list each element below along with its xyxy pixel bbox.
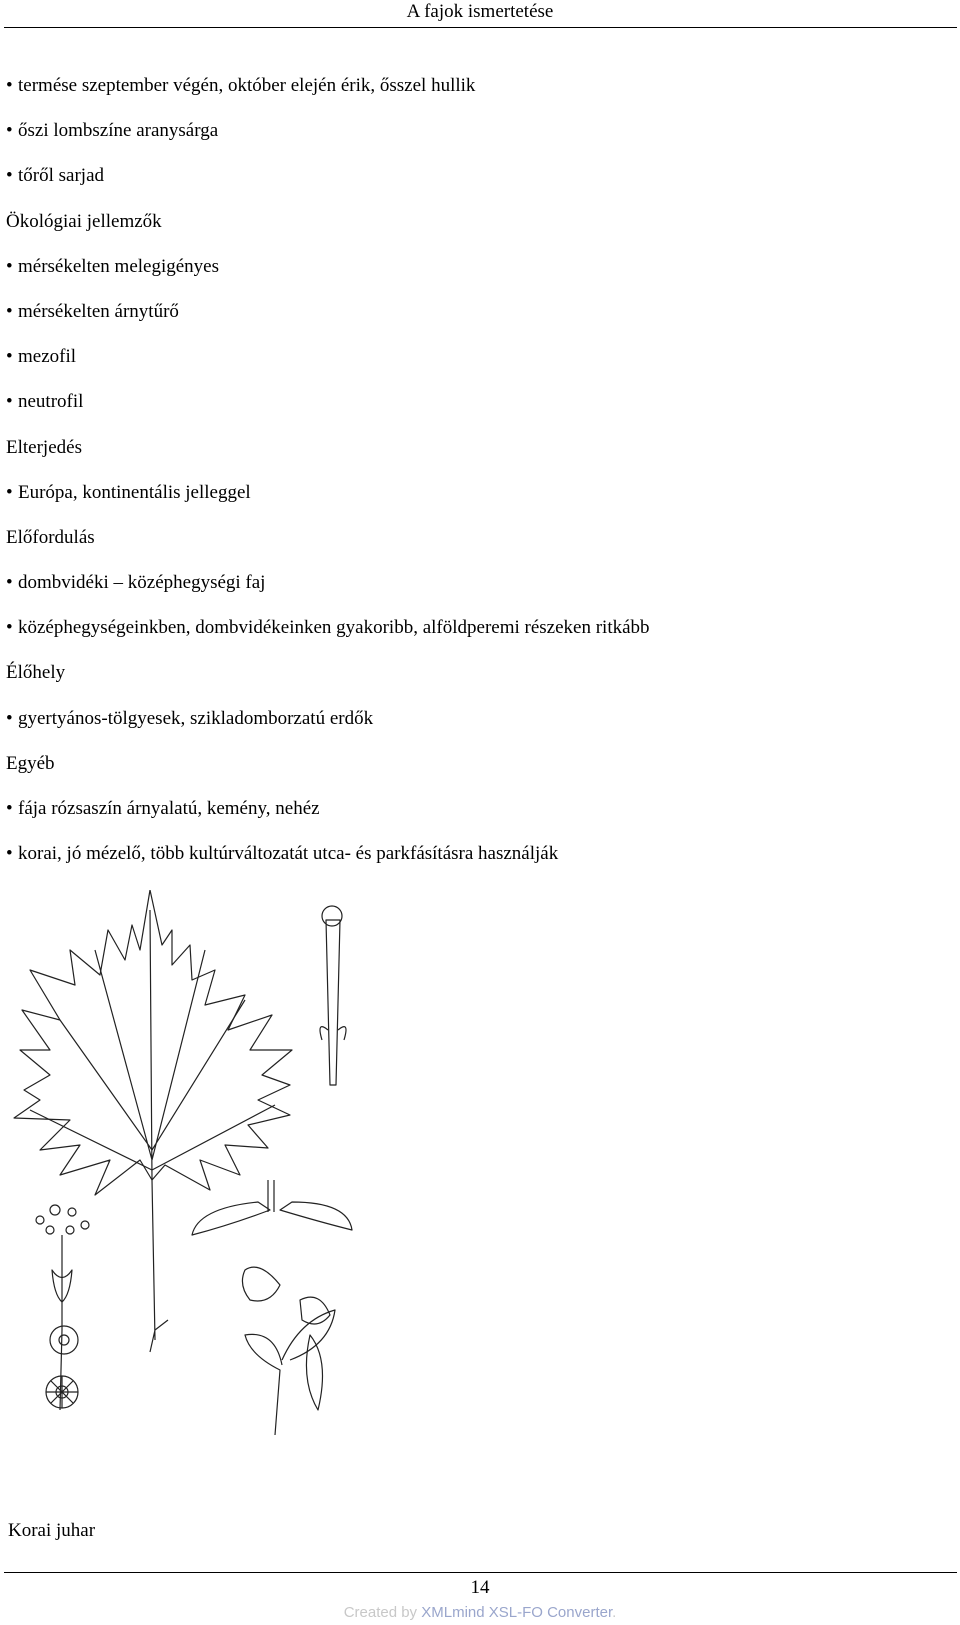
heading-text: Élőhely (6, 662, 66, 684)
bullet-marker: • (6, 572, 13, 594)
header-rule (4, 27, 957, 28)
bullet-marker: • (6, 75, 13, 96)
bullet-text: Európa, kontinentális jelleggel (18, 481, 251, 503)
heading-text: Elterjedés (6, 436, 82, 458)
converter-credit (0, 1604, 960, 1621)
page-number: 14 (470, 1577, 490, 1598)
bullet-marker: • (6, 346, 13, 368)
bullet-item (6, 571, 946, 616)
twig-with-buds (326, 920, 340, 1085)
section-heading (6, 526, 946, 571)
bullet-marker: • (6, 617, 13, 639)
bullet-marker: • (6, 481, 13, 503)
bullet-item (6, 164, 946, 209)
bullet-text: középhegységeinkben, dombvidékeinken gyakoribb, alföldperemi részeken ritkább (18, 617, 650, 639)
bullet-item (6, 74, 946, 119)
bullet-text: korai, jó mézelő, több kultúrváltozatát utca- és parkfásításra használják (18, 843, 559, 865)
credit-prefix: Created by (343, 1604, 422, 1621)
bullet-text: neutrofil (18, 391, 84, 413)
bullet-marker: • (6, 120, 13, 142)
footer-rule (4, 1572, 957, 1573)
bullet-item (6, 119, 946, 164)
bullet-text: mérsékelten melegigényes (18, 255, 220, 277)
bullet-marker: • (6, 165, 13, 187)
bullet-item (6, 797, 946, 842)
bullet-text: mérsékelten árnytűrő (18, 300, 179, 322)
bullet-text: őszi lombszíne aranysárga (18, 120, 219, 142)
bullet-item (6, 842, 946, 887)
bullet-item (6, 255, 946, 300)
bullet-item (6, 707, 946, 752)
bullet-marker: • (6, 255, 13, 277)
body-text (6, 74, 946, 887)
bullet-text: fája rózsaszín árnyalatú, kemény, nehéz (18, 798, 320, 819)
bullet-marker: • (6, 798, 13, 819)
bullet-text: tőről sarjad (18, 165, 105, 187)
bullet-text: dombvidéki – középhegységi faj (18, 572, 266, 594)
bullet-item (6, 481, 946, 526)
seedling (245, 1310, 335, 1435)
section-heading (6, 210, 946, 255)
heading-text: Előfordulás (6, 526, 95, 548)
figure-caption: Korai juhar (8, 1520, 96, 1541)
running-header: A fajok ismertetése (406, 1, 554, 22)
heading-text: Ökológiai jellemzők (6, 210, 162, 232)
maple-illustration (0, 890, 400, 1500)
heading-text: Egyéb (6, 752, 55, 774)
credit-suffix: . (612, 1604, 617, 1621)
bullet-marker: • (6, 391, 13, 413)
bullet-text: mezofil (18, 346, 77, 368)
bullet-item (6, 616, 946, 661)
section-heading (6, 661, 946, 706)
section-heading (6, 436, 946, 481)
bullet-marker: • (6, 843, 13, 865)
bullet-marker: • (6, 707, 13, 729)
bullet-marker: • (6, 300, 13, 322)
bullet-item (6, 300, 946, 345)
section-heading (6, 752, 946, 797)
bullet-item (6, 390, 946, 435)
credit-link[interactable]: XMLmind XSL-FO Converter (421, 1604, 613, 1621)
bullet-item (6, 345, 946, 390)
bullet-text: gyertyános-tölgyesek, szikladomborzatú erdők (18, 707, 374, 729)
leaf-petiole (150, 1180, 168, 1352)
samara-fruit (192, 1202, 352, 1235)
bullet-text: termése szeptember végén, október elején érik, ősszel hullik (18, 75, 476, 96)
